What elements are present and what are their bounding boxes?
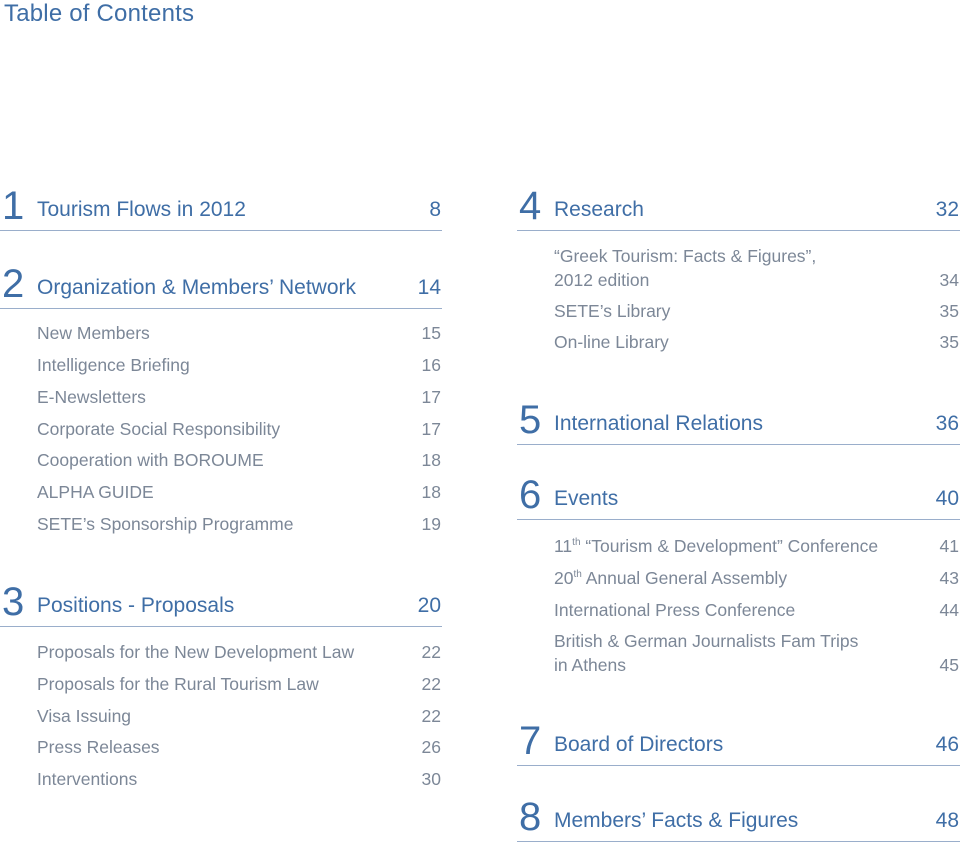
section-title: International Relations xyxy=(554,412,763,435)
entry-page: 19 xyxy=(421,514,441,534)
entry-page: 22 xyxy=(421,674,441,694)
section-title: Tourism Flows in 2012 xyxy=(37,198,246,221)
entry-label: Cooperation with BOROUME xyxy=(37,450,264,470)
section-number: 2 xyxy=(2,262,25,306)
entry-label: Intelligence Briefing xyxy=(37,355,190,375)
toc-entry[interactable] xyxy=(554,244,959,292)
toc-left-column xyxy=(0,0,442,842)
entry-page: 22 xyxy=(421,642,441,662)
toc-section-6[interactable] xyxy=(517,469,960,520)
entry-label-text: “Tourism & Development” Conference xyxy=(580,536,879,556)
entry-label: International Press Conference xyxy=(554,600,796,620)
entry-label: SETE’s Sponsorship Programme xyxy=(37,514,294,534)
section-number: 7 xyxy=(519,719,542,763)
entry-page: 16 xyxy=(421,355,441,375)
entry-label: E-Newsletters xyxy=(37,387,146,407)
entry-page: 17 xyxy=(421,387,441,407)
entry-label: Corporate Social Responsibility xyxy=(37,419,281,439)
page-title: Table of Contents xyxy=(4,0,195,27)
entry-page: 44 xyxy=(939,600,959,620)
entry-page: 45 xyxy=(939,655,959,675)
toc-section-7[interactable] xyxy=(517,715,960,766)
entry-label-line-2: in Athens xyxy=(554,655,626,675)
entry-label: “Greek Tourism: Facts & Figures”, xyxy=(554,246,817,266)
section-title: Members’ Facts & Figures xyxy=(554,809,799,832)
entry-page: 18 xyxy=(421,450,441,470)
entry-label: British & German Journalists Fam Trips xyxy=(554,631,859,651)
entry-label: Interventions xyxy=(37,769,138,789)
entry-label: SETE’s Library xyxy=(554,301,671,321)
entry-label-number: 11 xyxy=(554,536,573,556)
entry-label: Proposals for the New Development Law xyxy=(37,642,355,662)
entry-label-number: 20 xyxy=(554,568,574,588)
toc-right-column xyxy=(517,0,960,842)
entry-page: 26 xyxy=(421,737,441,757)
toc-section-3[interactable] xyxy=(0,576,442,627)
section-title: Positions - Proposals xyxy=(37,594,235,617)
entry-page: 43 xyxy=(939,568,959,588)
section-number: 4 xyxy=(519,184,542,228)
toc-section-2[interactable] xyxy=(0,258,442,309)
entry-label: New Members xyxy=(37,323,150,343)
entry-page: 30 xyxy=(421,769,441,789)
section-title: Board of Directors xyxy=(554,733,724,756)
section-page: 20 xyxy=(417,594,441,617)
section-page: 8 xyxy=(429,198,441,221)
section-page: 46 xyxy=(935,733,959,756)
entry-label-text: Annual General Assembly xyxy=(581,568,788,588)
entry-page: 15 xyxy=(421,323,441,343)
toc-section-5[interactable] xyxy=(517,394,960,445)
section-title: Events xyxy=(554,487,619,510)
entry-page: 17 xyxy=(421,419,441,439)
section-number: 3 xyxy=(2,580,25,624)
entry-label-line-2: 2012 edition xyxy=(554,270,650,290)
entry-page: 41 xyxy=(939,536,959,556)
toc-section-4[interactable] xyxy=(517,180,960,231)
ordinal-suffix: th xyxy=(573,569,582,580)
section-number: 8 xyxy=(519,795,542,839)
entry-page: 35 xyxy=(939,332,959,352)
entry-page: 22 xyxy=(421,706,441,726)
entry-page: 18 xyxy=(421,482,441,502)
entry-label xyxy=(554,566,787,590)
entry-label: On-line Library xyxy=(554,332,669,352)
entry-page: 35 xyxy=(939,301,959,321)
section-page: 48 xyxy=(935,809,959,832)
section-number: 1 xyxy=(2,184,25,228)
toc-section-1[interactable] xyxy=(0,180,442,231)
section-title: Research xyxy=(554,198,644,221)
entry-label: Proposals for the Rural Tourism Law xyxy=(37,674,319,694)
entry-label: Visa Issuing xyxy=(37,706,132,726)
section-page: 32 xyxy=(935,198,959,221)
entry-page: 34 xyxy=(939,270,959,290)
section-number: 6 xyxy=(519,473,542,517)
section-page: 14 xyxy=(417,276,441,299)
ordinal-suffix: th xyxy=(572,537,581,548)
entry-label xyxy=(554,534,878,558)
section-page: 40 xyxy=(935,487,959,510)
entry-label: Press Releases xyxy=(37,737,160,757)
section-page: 36 xyxy=(935,412,959,435)
entry-label: ALPHA GUIDE xyxy=(37,482,154,502)
section-number: 5 xyxy=(519,398,542,442)
section-title: Organization & Members’ Network xyxy=(37,276,356,299)
toc-entry[interactable] xyxy=(554,629,959,677)
toc-section-8[interactable] xyxy=(517,791,960,842)
